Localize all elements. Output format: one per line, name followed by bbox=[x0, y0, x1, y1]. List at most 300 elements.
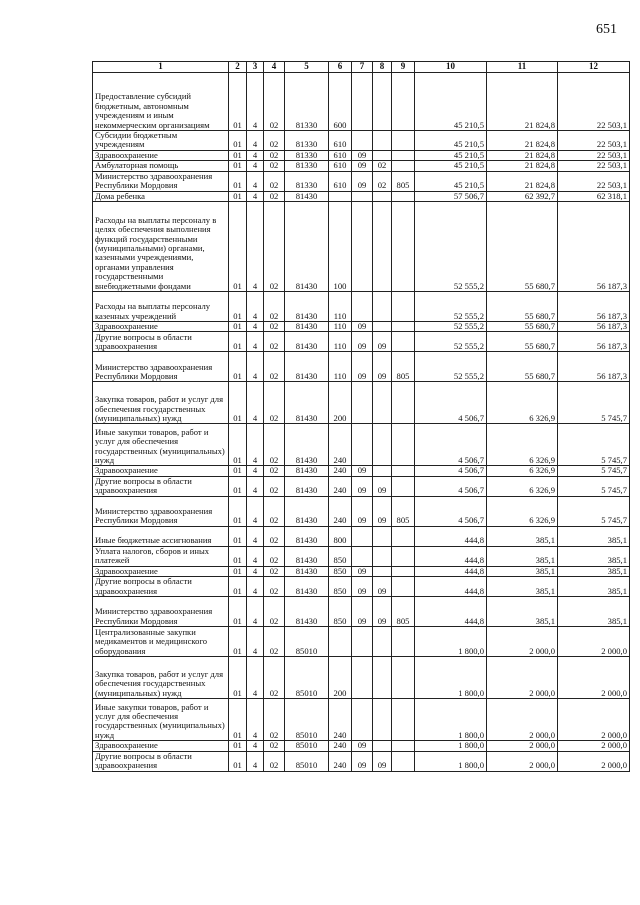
table-row bbox=[93, 352, 630, 382]
cell-col-9 bbox=[392, 131, 415, 151]
cell-col-4: 02 bbox=[264, 73, 285, 131]
cell-col-6: 850 bbox=[329, 577, 352, 597]
cell-col-5: 81430 bbox=[285, 577, 329, 597]
cell-col-5: 81330 bbox=[285, 73, 329, 131]
cell-col-8 bbox=[373, 546, 392, 566]
cell-col-3: 4 bbox=[247, 202, 264, 292]
cell-col-2: 01 bbox=[229, 546, 247, 566]
cell-col-6: 610 bbox=[329, 131, 352, 151]
cell-col-9: 805 bbox=[392, 171, 415, 191]
table-row bbox=[93, 202, 630, 292]
cell-col-8: 09 bbox=[373, 577, 392, 597]
cell-col-9 bbox=[392, 699, 415, 741]
cell-col-11: 385,1 bbox=[487, 566, 558, 576]
cell-col-5: 81430 bbox=[285, 202, 329, 292]
cell-col-4: 02 bbox=[264, 526, 285, 546]
cell-col-8 bbox=[373, 131, 392, 151]
cell-col-6 bbox=[329, 627, 352, 657]
cell-col-10: 4 506,7 bbox=[415, 466, 487, 476]
cell-col-8 bbox=[373, 657, 392, 699]
cell-col-2: 01 bbox=[229, 73, 247, 131]
cell-col-7 bbox=[352, 627, 373, 657]
cell-col-7: 09 bbox=[352, 322, 373, 332]
table-row bbox=[93, 566, 630, 576]
cell-col-4: 02 bbox=[264, 202, 285, 292]
cell-col-12: 2 000,0 bbox=[558, 741, 630, 751]
cell-col-8: 09 bbox=[373, 751, 392, 771]
cell-col-9 bbox=[392, 526, 415, 546]
row-name-cell: Другие вопросы в области здравоохранения bbox=[93, 751, 229, 771]
table-row bbox=[93, 627, 630, 657]
cell-col-2: 01 bbox=[229, 526, 247, 546]
cell-col-10: 45 210,5 bbox=[415, 150, 487, 160]
cell-col-12: 5 745,7 bbox=[558, 496, 630, 526]
cell-col-11: 385,1 bbox=[487, 526, 558, 546]
cell-col-8 bbox=[373, 566, 392, 576]
cell-col-2: 01 bbox=[229, 699, 247, 741]
cell-col-12: 385,1 bbox=[558, 566, 630, 576]
cell-col-3: 4 bbox=[247, 382, 264, 424]
cell-col-11: 2 000,0 bbox=[487, 627, 558, 657]
cell-col-12: 22 503,1 bbox=[558, 73, 630, 131]
cell-col-11: 6 326,9 bbox=[487, 496, 558, 526]
cell-col-10: 45 210,5 bbox=[415, 73, 487, 131]
cell-col-5: 81430 bbox=[285, 382, 329, 424]
cell-col-8 bbox=[373, 424, 392, 466]
cell-col-3: 4 bbox=[247, 546, 264, 566]
cell-col-12: 385,1 bbox=[558, 546, 630, 566]
table-row bbox=[93, 476, 630, 496]
cell-col-7: 09 bbox=[352, 150, 373, 160]
cell-col-5: 81430 bbox=[285, 332, 329, 352]
cell-col-11: 2 000,0 bbox=[487, 751, 558, 771]
cell-col-8: 09 bbox=[373, 352, 392, 382]
cell-col-3: 4 bbox=[247, 466, 264, 476]
cell-col-8 bbox=[373, 466, 392, 476]
row-name-cell: Здравоохранение bbox=[93, 150, 229, 160]
cell-col-5: 81430 bbox=[285, 322, 329, 332]
cell-col-2: 01 bbox=[229, 202, 247, 292]
cell-col-12: 2 000,0 bbox=[558, 657, 630, 699]
cell-col-7 bbox=[352, 202, 373, 292]
table-row bbox=[93, 526, 630, 546]
cell-col-7: 09 bbox=[352, 566, 373, 576]
cell-col-5: 81430 bbox=[285, 546, 329, 566]
cell-col-6: 610 bbox=[329, 150, 352, 160]
cell-col-10: 444,8 bbox=[415, 597, 487, 627]
cell-col-12: 5 745,7 bbox=[558, 476, 630, 496]
cell-col-7 bbox=[352, 292, 373, 322]
cell-col-9: 805 bbox=[392, 496, 415, 526]
column-header-11: 11 bbox=[487, 62, 558, 73]
cell-col-12: 5 745,7 bbox=[558, 466, 630, 476]
cell-col-3: 4 bbox=[247, 161, 264, 171]
cell-col-4: 02 bbox=[264, 566, 285, 576]
cell-col-2: 01 bbox=[229, 352, 247, 382]
table-row bbox=[93, 332, 630, 352]
cell-col-11: 385,1 bbox=[487, 546, 558, 566]
cell-col-6: 110 bbox=[329, 332, 352, 352]
row-name-cell: Субсидии бюджетным учреждениям bbox=[93, 131, 229, 151]
cell-col-8: 02 bbox=[373, 161, 392, 171]
cell-col-4: 02 bbox=[264, 171, 285, 191]
cell-col-3: 4 bbox=[247, 741, 264, 751]
cell-col-10: 52 555,2 bbox=[415, 352, 487, 382]
cell-col-5: 81430 bbox=[285, 476, 329, 496]
cell-col-5: 81330 bbox=[285, 171, 329, 191]
cell-col-9 bbox=[392, 751, 415, 771]
table-row bbox=[93, 150, 630, 160]
cell-col-12: 56 187,3 bbox=[558, 332, 630, 352]
cell-col-6: 850 bbox=[329, 546, 352, 566]
cell-col-10: 4 506,7 bbox=[415, 476, 487, 496]
row-name-cell: Министерство здравоохранения Республики Мордовия bbox=[93, 496, 229, 526]
cell-col-5: 85010 bbox=[285, 751, 329, 771]
row-name-cell: Министерство здравоохранения Республики Мордовия bbox=[93, 171, 229, 191]
row-name-cell: Предоставление субсидий бюджетным, автономным учреждениям и иным некоммерческим организациям bbox=[93, 73, 229, 131]
table-row bbox=[93, 382, 630, 424]
cell-col-12: 5 745,7 bbox=[558, 382, 630, 424]
table-row bbox=[93, 171, 630, 191]
cell-col-11: 55 680,7 bbox=[487, 352, 558, 382]
cell-col-2: 01 bbox=[229, 657, 247, 699]
cell-col-12: 385,1 bbox=[558, 526, 630, 546]
cell-col-2: 01 bbox=[229, 741, 247, 751]
cell-col-9 bbox=[392, 577, 415, 597]
cell-col-6: 610 bbox=[329, 171, 352, 191]
cell-col-8 bbox=[373, 150, 392, 160]
cell-col-9 bbox=[392, 382, 415, 424]
budget-table bbox=[92, 61, 630, 772]
cell-col-10: 444,8 bbox=[415, 566, 487, 576]
cell-col-9 bbox=[392, 150, 415, 160]
row-name-cell: Иные бюджетные ассигнования bbox=[93, 526, 229, 546]
cell-col-5: 85010 bbox=[285, 627, 329, 657]
cell-col-6: 240 bbox=[329, 751, 352, 771]
row-name-cell: Другие вопросы в области здравоохранения bbox=[93, 577, 229, 597]
cell-col-7 bbox=[352, 699, 373, 741]
cell-col-6: 200 bbox=[329, 382, 352, 424]
cell-col-11: 21 824,8 bbox=[487, 161, 558, 171]
cell-col-9 bbox=[392, 546, 415, 566]
cell-col-3: 4 bbox=[247, 292, 264, 322]
cell-col-11: 62 392,7 bbox=[487, 191, 558, 201]
column-header-2: 2 bbox=[229, 62, 247, 73]
table-row bbox=[93, 73, 630, 131]
cell-col-3: 4 bbox=[247, 699, 264, 741]
cell-col-7 bbox=[352, 191, 373, 201]
cell-col-8 bbox=[373, 741, 392, 751]
cell-col-9 bbox=[392, 476, 415, 496]
cell-col-12: 2 000,0 bbox=[558, 699, 630, 741]
cell-col-11: 55 680,7 bbox=[487, 202, 558, 292]
cell-col-9: 805 bbox=[392, 352, 415, 382]
cell-col-5: 81430 bbox=[285, 191, 329, 201]
column-header-10: 10 bbox=[415, 62, 487, 73]
table-row bbox=[93, 577, 630, 597]
cell-col-10: 1 800,0 bbox=[415, 699, 487, 741]
column-header-1: 1 bbox=[93, 62, 229, 73]
cell-col-10: 52 555,2 bbox=[415, 332, 487, 352]
cell-col-4: 02 bbox=[264, 657, 285, 699]
cell-col-12: 22 503,1 bbox=[558, 131, 630, 151]
cell-col-5: 81330 bbox=[285, 150, 329, 160]
cell-col-5: 81430 bbox=[285, 496, 329, 526]
cell-col-5: 81430 bbox=[285, 597, 329, 627]
cell-col-9 bbox=[392, 202, 415, 292]
cell-col-5: 81430 bbox=[285, 424, 329, 466]
cell-col-4: 02 bbox=[264, 496, 285, 526]
row-name-cell: Здравоохранение bbox=[93, 741, 229, 751]
cell-col-2: 01 bbox=[229, 597, 247, 627]
cell-col-10: 52 555,2 bbox=[415, 292, 487, 322]
cell-col-9 bbox=[392, 322, 415, 332]
cell-col-4: 02 bbox=[264, 131, 285, 151]
cell-col-8 bbox=[373, 191, 392, 201]
table-row bbox=[93, 657, 630, 699]
cell-col-4: 02 bbox=[264, 577, 285, 597]
cell-col-4: 02 bbox=[264, 597, 285, 627]
cell-col-7: 09 bbox=[352, 597, 373, 627]
column-header-9: 9 bbox=[392, 62, 415, 73]
cell-col-4: 02 bbox=[264, 292, 285, 322]
cell-col-3: 4 bbox=[247, 171, 264, 191]
cell-col-6 bbox=[329, 191, 352, 201]
cell-col-10: 444,8 bbox=[415, 526, 487, 546]
cell-col-7: 09 bbox=[352, 466, 373, 476]
cell-col-8 bbox=[373, 526, 392, 546]
cell-col-2: 01 bbox=[229, 496, 247, 526]
cell-col-9 bbox=[392, 161, 415, 171]
cell-col-4: 02 bbox=[264, 382, 285, 424]
cell-col-3: 4 bbox=[247, 191, 264, 201]
cell-col-2: 01 bbox=[229, 566, 247, 576]
cell-col-2: 01 bbox=[229, 466, 247, 476]
cell-col-3: 4 bbox=[247, 332, 264, 352]
column-header-8: 8 bbox=[373, 62, 392, 73]
cell-col-11: 55 680,7 bbox=[487, 292, 558, 322]
cell-col-9 bbox=[392, 566, 415, 576]
row-name-cell: Здравоохранение bbox=[93, 466, 229, 476]
cell-col-9 bbox=[392, 292, 415, 322]
cell-col-12: 22 503,1 bbox=[558, 161, 630, 171]
cell-col-2: 01 bbox=[229, 191, 247, 201]
cell-col-11: 385,1 bbox=[487, 577, 558, 597]
cell-col-11: 21 824,8 bbox=[487, 150, 558, 160]
row-name-cell: Централизованные закупки медикаментов и медицинского оборудования bbox=[93, 627, 229, 657]
cell-col-6: 100 bbox=[329, 202, 352, 292]
cell-col-6: 240 bbox=[329, 741, 352, 751]
cell-col-4: 02 bbox=[264, 352, 285, 382]
cell-col-12: 56 187,3 bbox=[558, 292, 630, 322]
cell-col-10: 45 210,5 bbox=[415, 171, 487, 191]
cell-col-9 bbox=[392, 466, 415, 476]
column-header-12: 12 bbox=[558, 62, 630, 73]
cell-col-6: 610 bbox=[329, 161, 352, 171]
cell-col-10: 4 506,7 bbox=[415, 496, 487, 526]
cell-col-8 bbox=[373, 292, 392, 322]
header-row bbox=[93, 62, 630, 73]
cell-col-8 bbox=[373, 322, 392, 332]
cell-col-2: 01 bbox=[229, 476, 247, 496]
cell-col-6: 240 bbox=[329, 699, 352, 741]
cell-col-8: 09 bbox=[373, 597, 392, 627]
table-row bbox=[93, 191, 630, 201]
cell-col-7 bbox=[352, 526, 373, 546]
cell-col-2: 01 bbox=[229, 751, 247, 771]
cell-col-12: 56 187,3 bbox=[558, 352, 630, 382]
cell-col-3: 4 bbox=[247, 131, 264, 151]
cell-col-7: 09 bbox=[352, 496, 373, 526]
table-row bbox=[93, 424, 630, 466]
cell-col-11: 55 680,7 bbox=[487, 322, 558, 332]
cell-col-4: 02 bbox=[264, 322, 285, 332]
cell-col-11: 6 326,9 bbox=[487, 466, 558, 476]
table-row bbox=[93, 546, 630, 566]
cell-col-10: 1 800,0 bbox=[415, 627, 487, 657]
cell-col-10: 52 555,2 bbox=[415, 202, 487, 292]
table-body bbox=[93, 73, 630, 772]
cell-col-7: 09 bbox=[352, 476, 373, 496]
cell-col-6: 110 bbox=[329, 322, 352, 332]
cell-col-8 bbox=[373, 627, 392, 657]
cell-col-2: 01 bbox=[229, 382, 247, 424]
row-name-cell: Другие вопросы в области здравоохранения bbox=[93, 332, 229, 352]
cell-col-8 bbox=[373, 699, 392, 741]
cell-col-10: 45 210,5 bbox=[415, 161, 487, 171]
page-number: 651 bbox=[596, 22, 617, 37]
cell-col-12: 22 503,1 bbox=[558, 150, 630, 160]
cell-col-3: 4 bbox=[247, 496, 264, 526]
cell-col-5: 81330 bbox=[285, 131, 329, 151]
cell-col-3: 4 bbox=[247, 597, 264, 627]
cell-col-3: 4 bbox=[247, 424, 264, 466]
row-name-cell: Другие вопросы в области здравоохранения bbox=[93, 476, 229, 496]
table-row bbox=[93, 597, 630, 627]
cell-col-3: 4 bbox=[247, 577, 264, 597]
cell-col-6: 240 bbox=[329, 496, 352, 526]
cell-col-7 bbox=[352, 131, 373, 151]
cell-col-11: 2 000,0 bbox=[487, 657, 558, 699]
table-row bbox=[93, 496, 630, 526]
cell-col-11: 55 680,7 bbox=[487, 332, 558, 352]
cell-col-7: 09 bbox=[352, 352, 373, 382]
column-header-3: 3 bbox=[247, 62, 264, 73]
cell-col-4: 02 bbox=[264, 699, 285, 741]
cell-col-3: 4 bbox=[247, 476, 264, 496]
cell-col-2: 01 bbox=[229, 161, 247, 171]
row-name-cell: Здравоохранение bbox=[93, 566, 229, 576]
row-name-cell: Расходы на выплаты персоналу казенных учреждений bbox=[93, 292, 229, 322]
cell-col-11: 2 000,0 bbox=[487, 699, 558, 741]
cell-col-9 bbox=[392, 191, 415, 201]
cell-col-11: 6 326,9 bbox=[487, 424, 558, 466]
cell-col-5: 81430 bbox=[285, 292, 329, 322]
cell-col-3: 4 bbox=[247, 150, 264, 160]
cell-col-7: 09 bbox=[352, 161, 373, 171]
cell-col-12: 2 000,0 bbox=[558, 751, 630, 771]
cell-col-10: 57 506,7 bbox=[415, 191, 487, 201]
cell-col-9 bbox=[392, 657, 415, 699]
cell-col-10: 1 800,0 bbox=[415, 741, 487, 751]
cell-col-3: 4 bbox=[247, 566, 264, 576]
table-row bbox=[93, 161, 630, 171]
cell-col-8 bbox=[373, 73, 392, 131]
cell-col-4: 02 bbox=[264, 150, 285, 160]
cell-col-4: 02 bbox=[264, 424, 285, 466]
cell-col-11: 2 000,0 bbox=[487, 741, 558, 751]
cell-col-12: 56 187,3 bbox=[558, 322, 630, 332]
row-name-cell: Закупка товаров, работ и услуг для обеспечения государственных (муниципальных) нужд bbox=[93, 382, 229, 424]
cell-col-6: 110 bbox=[329, 352, 352, 382]
cell-col-7 bbox=[352, 546, 373, 566]
cell-col-6: 600 bbox=[329, 73, 352, 131]
cell-col-8: 02 bbox=[373, 171, 392, 191]
cell-col-12: 56 187,3 bbox=[558, 202, 630, 292]
cell-col-9 bbox=[392, 627, 415, 657]
cell-col-2: 01 bbox=[229, 131, 247, 151]
cell-col-5: 85010 bbox=[285, 657, 329, 699]
cell-col-5: 85010 bbox=[285, 699, 329, 741]
cell-col-7: 09 bbox=[352, 577, 373, 597]
cell-col-11: 385,1 bbox=[487, 597, 558, 627]
row-name-cell: Министерство здравоохранения Республики Мордовия bbox=[93, 352, 229, 382]
cell-col-12: 385,1 bbox=[558, 597, 630, 627]
cell-col-10: 444,8 bbox=[415, 577, 487, 597]
cell-col-4: 02 bbox=[264, 466, 285, 476]
cell-col-7 bbox=[352, 382, 373, 424]
cell-col-8 bbox=[373, 202, 392, 292]
cell-col-3: 4 bbox=[247, 526, 264, 546]
cell-col-3: 4 bbox=[247, 73, 264, 131]
cell-col-6: 110 bbox=[329, 292, 352, 322]
cell-col-12: 22 503,1 bbox=[558, 171, 630, 191]
cell-col-6: 800 bbox=[329, 526, 352, 546]
cell-col-6: 240 bbox=[329, 476, 352, 496]
cell-col-12: 385,1 bbox=[558, 577, 630, 597]
cell-col-7: 09 bbox=[352, 171, 373, 191]
cell-col-5: 81430 bbox=[285, 526, 329, 546]
cell-col-2: 01 bbox=[229, 322, 247, 332]
cell-col-4: 02 bbox=[264, 741, 285, 751]
column-header-6: 6 bbox=[329, 62, 352, 73]
cell-col-10: 52 555,2 bbox=[415, 322, 487, 332]
cell-col-10: 1 800,0 bbox=[415, 657, 487, 699]
cell-col-11: 6 326,9 bbox=[487, 382, 558, 424]
cell-col-11: 21 824,8 bbox=[487, 171, 558, 191]
cell-col-5: 81430 bbox=[285, 466, 329, 476]
cell-col-8 bbox=[373, 382, 392, 424]
cell-col-9: 805 bbox=[392, 597, 415, 627]
cell-col-6: 850 bbox=[329, 566, 352, 576]
row-name-cell: Здравоохранение bbox=[93, 322, 229, 332]
cell-col-11: 6 326,9 bbox=[487, 476, 558, 496]
cell-col-4: 02 bbox=[264, 332, 285, 352]
cell-col-2: 01 bbox=[229, 171, 247, 191]
cell-col-11: 21 824,8 bbox=[487, 131, 558, 151]
cell-col-9 bbox=[392, 741, 415, 751]
cell-col-7 bbox=[352, 424, 373, 466]
cell-col-10: 444,8 bbox=[415, 546, 487, 566]
cell-col-10: 45 210,5 bbox=[415, 131, 487, 151]
cell-col-7: 09 bbox=[352, 741, 373, 751]
cell-col-6: 850 bbox=[329, 597, 352, 627]
cell-col-2: 01 bbox=[229, 424, 247, 466]
cell-col-3: 4 bbox=[247, 352, 264, 382]
row-name-cell: Иные закупки товаров, работ и услуг для обеспечения государственных (муниципальных) нужд bbox=[93, 424, 229, 466]
row-name-cell: Закупка товаров, работ и услуг для обеспечения государственных (муниципальных) нужд bbox=[93, 657, 229, 699]
cell-col-8: 09 bbox=[373, 496, 392, 526]
